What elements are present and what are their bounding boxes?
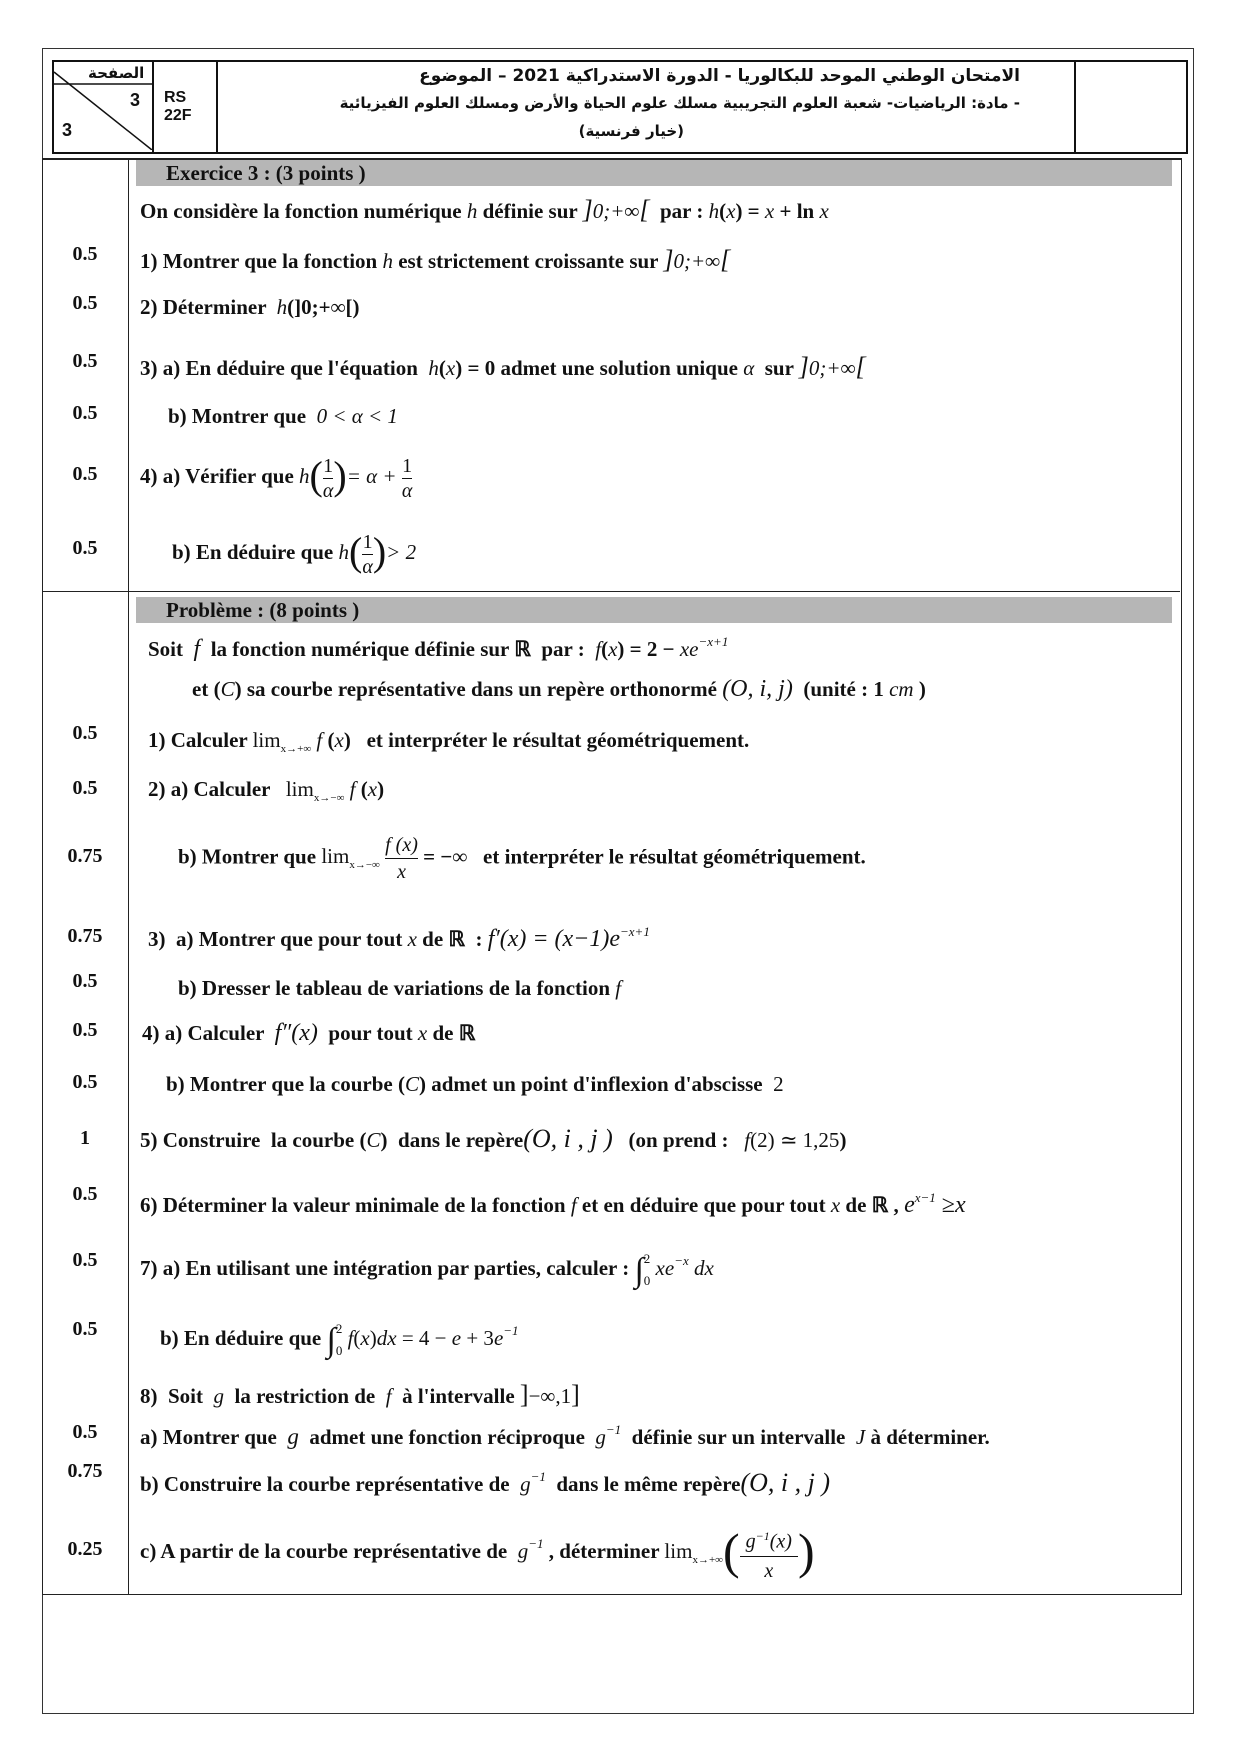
probleme-heading: [136, 597, 1172, 623]
exercise3-title: Exercice 3 : (3 points ): [166, 161, 366, 185]
probleme-q2b: b) Montrer que $\lim_{x\to-\infty}$ $\frac{f (x)}{x}$ = −∞ et interpréter le résultat géométriquement.: [178, 834, 866, 883]
probleme-q1: 1) Calculer $\lim_{x\to+\infty} f$ (x) et interpréter le résultat géométriquement.: [148, 728, 750, 756]
probleme-title: Problème : (8 points ): [166, 598, 360, 622]
probleme-q3a: 3) a) Montrer que pour tout x de ℝ : $f'(x) = (x-1)e^{-x+1}$: [148, 924, 650, 952]
page-label: الصفحة: [88, 64, 145, 82]
exam-title-line1: الامتحان الوطني الموحد للبكالوريا - الدورة الاستدراكية 2021 – الموضوع: [419, 66, 1020, 86]
score: 0.5: [72, 243, 98, 265]
probleme-intro-1: Soit f la fonction numérique définie sur ℝ par : $f(x) = 2 - xe^{-x+1}$: [148, 634, 729, 662]
score: 0.5: [72, 722, 98, 744]
probleme-q8: 8) Soit g la restriction de f à l'intervalle ]−∞,1]: [140, 1380, 580, 1409]
score: 0.5: [72, 1421, 98, 1443]
score: 0.75: [67, 845, 103, 867]
score: 0.5: [72, 1071, 98, 1093]
exercise3-q1: 1) Montrer que la fonction h est strictement croissante sur ]0;+∞[: [140, 245, 731, 274]
exercise3-q4a: 4) a) Vérifier que h( $\frac{1}{\alpha}$ )= α + $\frac{1}{\alpha}$: [140, 453, 413, 502]
page-total: 3: [62, 120, 73, 140]
exam-title-line2: - مادة: الرياضيات- شعبة العلوم التجريبية مسلك علوم الحياة والأرض ومسلك العلوم الفيزيائية: [339, 94, 1020, 112]
page-number-cell: [54, 62, 154, 152]
probleme-q7a: 7) a) En utilisant une intégration par parties, calculer : ∫ 2 0 $xe^{-x}$ dx: [140, 1251, 714, 1289]
probleme-q8a: a) Montrer que g admet une fonction réciproque $g^{-1}$ définie sur un intervalle J à déterminer.: [140, 1422, 990, 1449]
exam-code: RS 22F: [164, 89, 192, 124]
probleme-intro-2: et (C) sa courbe représentative dans un repère orthonormé (O, i, j) (unité : 1 cm ): [192, 676, 926, 702]
score-column-divider: [128, 158, 129, 1594]
exercise3-q4b: b) En déduire que h( $\frac{1}{\alpha}$ )> 2: [172, 529, 417, 578]
score: 0.5: [72, 777, 98, 799]
score: 0.5: [72, 402, 98, 424]
exam-header: [52, 60, 1188, 154]
probleme-q5: 5) Construire la courbe (C) dans le repère(O, i , j ) (on prend : f(2) ≃ 1,25): [140, 1124, 847, 1153]
exam-title-line3: (خيار فرنسية): [578, 122, 684, 140]
probleme-q2a: 2) a) Calculer $\lim_{x\to-\infty} f$ (x): [148, 777, 385, 805]
score: 0.5: [72, 1249, 98, 1271]
score: 0.5: [72, 970, 98, 992]
score: 0.5: [72, 1183, 98, 1205]
score: 0.5: [72, 463, 98, 485]
exercise3-intro: On considère la fonction numérique h définie sur ]0;+∞[ par : h(x) = x + ln x: [140, 195, 829, 224]
score: 0.5: [72, 1019, 98, 1041]
probleme-q8b: b) Construire la courbe représentative de $g^{-1}$ dans le même repère(O, i , j ): [140, 1468, 831, 1497]
exercise3-heading: [136, 160, 1172, 186]
exam-code-cell: [154, 62, 218, 152]
score: 0.75: [67, 925, 103, 947]
score: 1: [80, 1127, 90, 1149]
exercise3-q3a: 3) a) En déduire que l'équation h(x) = 0 admet une solution unique α sur ]0;+∞[: [140, 352, 866, 381]
exercise3-q2: 2) Déterminer h(]0;+∞[): [140, 295, 360, 319]
page-number: 3: [130, 90, 141, 110]
probleme-q7b: b) En déduire que ∫ 2 0 $f(x)dx = 4 - e + 3e^{-1}$: [160, 1321, 519, 1359]
probleme-q4a: 4) a) Calculer f″(x) pour tout x de ℝ: [142, 1020, 476, 1046]
score: 0.5: [72, 537, 98, 559]
score: 0.5: [72, 350, 98, 372]
section-separator: [42, 591, 1180, 592]
exam-title-cell: [218, 62, 1154, 152]
probleme-q3b: b) Dresser le tableau de variations de la fonction f: [178, 976, 622, 1000]
probleme-q6: 6) Déterminer la valeur minimale de la fonction f et en déduire que pour tout x de ℝ , $e^{x-1} \ge x$: [140, 1190, 966, 1218]
probleme-q4b: b) Montrer que la courbe (C) admet un point d'inflexion d'abscisse 2: [166, 1072, 784, 1096]
score: 0.25: [67, 1538, 103, 1560]
score: 0.5: [72, 1318, 98, 1340]
score: 0.5: [72, 292, 98, 314]
empty-cell: [1074, 62, 1186, 152]
probleme-q8c: c) A partir de la courbe représentative de $g^{-1}$ , déterminer $\lim_{x\to+\infty}$( $\frac{g^{-1}(x)}{x}$ ): [140, 1523, 815, 1582]
exercise3-q3b: b) Montrer que 0 < α < 1: [168, 404, 398, 428]
score: 0.75: [67, 1460, 103, 1482]
